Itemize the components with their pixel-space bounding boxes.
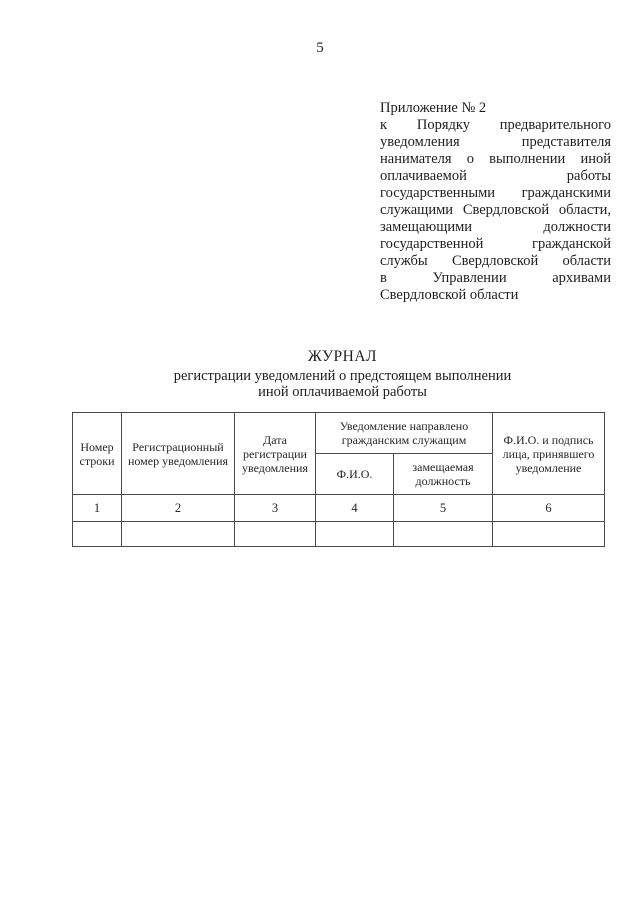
appendix-word: Приложение № 2 [380,100,487,116]
appendix-word: представителя [521,134,611,150]
appendix-word: Порядку [416,117,470,133]
journal-title: ЖУРНАЛ [307,348,378,365]
notification-log-table [72,412,605,547]
appendix-word: в [380,270,387,286]
appendix-line [380,117,611,134]
appendix-line [380,202,611,219]
appendix-line [380,151,611,168]
page-number: 5 [316,40,324,56]
appendix-word: служащими [380,202,454,218]
appendix-word: должности [543,219,611,235]
appendix-word: Управлении [432,270,507,286]
column-number: 1 [73,495,122,522]
appendix-line [380,168,611,185]
header-position: замещаемая должность [394,454,493,495]
appendix-word: выполнении [489,151,566,167]
journal-subtitle-line: иной оплачиваемой работы [258,384,427,400]
table-cell [235,522,316,547]
appendix-word: архивами [552,270,611,286]
appendix-word: предварительного [499,117,611,133]
appendix-word: области, [558,202,611,218]
header-sent-by-group: Уведомление направлено гражданским служащим [316,413,493,454]
header-full-name: Ф.И.О. [316,454,394,495]
appendix-word: Свердловской [451,253,539,269]
column-number: 5 [394,495,493,522]
appendix-line [380,287,611,304]
header-reg-number: Регистрационный номер уведомления [122,413,235,495]
column-number: 2 [122,495,235,522]
appendix-word: государственной [380,236,484,252]
column-number: 4 [316,495,394,522]
journal-subtitle [0,368,640,400]
appendix-word: нанимателя [380,151,452,167]
appendix-line [380,185,611,202]
appendix-word: о [466,151,474,167]
appendix-block [380,100,611,304]
column-number: 6 [493,495,605,522]
header-reg-date: Дата регистрации уведомления [235,413,316,495]
table-cell [493,522,605,547]
appendix-word: службы [380,253,428,269]
column-number-row [73,495,605,522]
appendix-line [380,270,611,287]
table-cell [73,522,122,547]
column-number: 3 [235,495,316,522]
appendix-line [380,134,611,151]
appendix-word: оплачиваемой [380,168,467,184]
table-row [73,522,605,547]
appendix-word: гражданскими [521,185,611,201]
appendix-line [380,253,611,270]
appendix-word: иной [580,151,611,167]
appendix-word: гражданской [532,236,611,252]
table-header-row [73,413,605,454]
appendix-word: работы [566,168,611,184]
table-cell [394,522,493,547]
appendix-line [380,100,611,117]
table-cell [316,522,394,547]
appendix-line [380,236,611,253]
appendix-line [380,219,611,236]
appendix-word: уведомления [380,134,460,150]
appendix-word: замещающими [380,219,473,235]
appendix-word: Свердловской области [380,287,519,303]
appendix-word: области [562,253,611,269]
appendix-word: государственными [380,185,496,201]
header-row-number: Номер строки [73,413,122,495]
appendix-word: Свердловской [462,202,550,218]
appendix-word: к [380,117,388,133]
table-cell [122,522,235,547]
header-receiver: Ф.И.О. и подпись лица, принявшего уведомление [493,413,605,495]
journal-subtitle-line: регистрации уведомлений о предстоящем выполнении [173,368,512,384]
